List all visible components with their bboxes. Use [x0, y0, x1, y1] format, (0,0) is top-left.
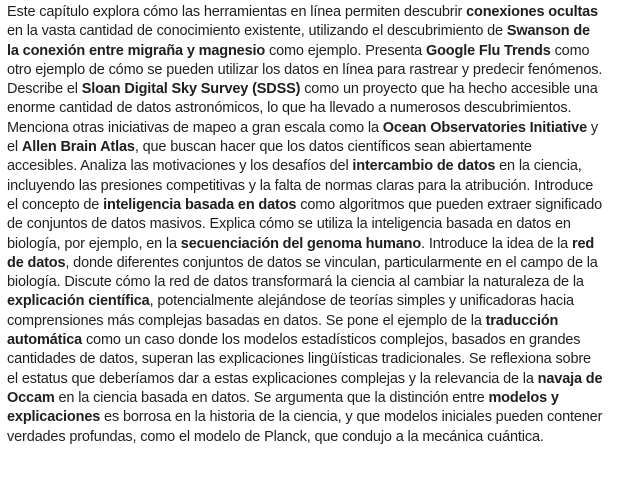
key-term: Ocean Observatories Initiative [382, 119, 587, 136]
key-term: explicación científica [7, 293, 150, 310]
text-run: en la ciencia basada en datos. Se argumenta que la distinción entre [54, 389, 489, 406]
text-run: , que buscan hacer que los datos científicos sean abiertamente accesibles. Analiza las motivaciones y los desafíos del [7, 139, 532, 175]
key-term: conexiones ocultas [466, 4, 598, 20]
text-run: como un caso donde los modelos estadísticos complejos, basados en grandes cantidades de datos, superan las explicaciones lingüísticas tradicionales. Se reflexiona sobre el estatus que deberíamos dar a estas explicaciones complejas y la relevancia de la [7, 332, 591, 387]
key-term: inteligencia basada en datos [103, 196, 297, 213]
key-term: Swanson de la conexión entre migraña y magnesio [7, 23, 590, 59]
text-run: , donde diferentes conjuntos de datos se vinculan, particularmente en el campo de la biología. Discute cómo la red de datos transformará la ciencia al cambiar la naturaleza de la [7, 254, 598, 291]
key-term: red de datos [7, 235, 595, 271]
text-run: como algoritmos que pueden extraer significado de conjuntos de datos masivos. Explica cómo se utiliza la inteligencia basada en datos en biología, por ejemplo, en la [7, 196, 603, 252]
text-run: Este capítulo explora cómo las herramientas en línea permiten descubrir [7, 4, 467, 20]
text-run: y el [7, 119, 598, 156]
key-term: intercambio de datos [352, 158, 496, 175]
text-run: en la ciencia, incluyendo las presiones competitivas y la falta de normas claras para la atribución. Introduce el concepto de [7, 158, 594, 213]
key-term: Sloan Digital Sky Survey (SDSS) [81, 81, 301, 98]
text-run: en la vasta cantidad de conocimiento existente, utilizando el descubrimiento de [7, 23, 507, 40]
text-run: como un proyecto que ha hecho accesible una enorme cantidad de datos astronómicos, lo que ha llevado a numerosos descubrimientos. Menciona otras iniciativas de mapeo a gran escala como la [7, 81, 598, 136]
key-term: Google Flu Trends [425, 42, 551, 59]
key-term: modelos y explicaciones [7, 389, 559, 426]
text-run: . Introduce la idea de la [421, 235, 572, 252]
key-term: Allen Brain Atlas [21, 139, 135, 156]
text-run: como otro ejemplo de cómo se pueden utilizar los datos en línea para rastrear y predecir fenómenos. Describe el [7, 42, 603, 98]
key-term: navaja de Occam [7, 370, 603, 406]
text-run: como ejemplo. Presenta [265, 42, 426, 59]
text-run: , potencialmente alejándose de teorías simples y unificadoras hacia comprensiones más complejas basadas en datos. Se pone el ejemplo de la [7, 293, 574, 329]
key-term: secuenciación del genoma humano [180, 235, 422, 252]
text-run: es borrosa en la historia de la ciencia, y que modelos iniciales pueden contener verdades profundas, como el modelo de Planck, que condujo a la mecánica cuántica. [7, 409, 603, 445]
key-term: traducción automática [7, 312, 559, 349]
